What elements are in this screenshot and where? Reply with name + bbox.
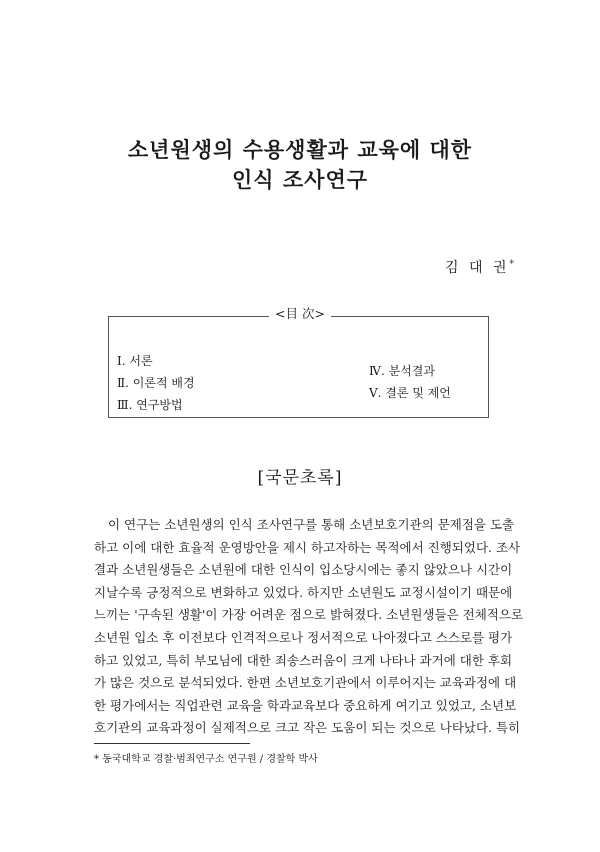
toc-item-introduction: Ⅰ. 서론 xyxy=(117,354,153,368)
paper-title-line1: 소년원생의 수용생활과 교육에 대한 xyxy=(127,137,473,162)
abstract-line: 하고 이에 대한 효율적 운영방안을 제시 하고자하는 목적에서 진행되었다. 조사 xyxy=(94,539,521,555)
author xyxy=(445,257,514,277)
abstract-line: 결과 소년원생들은 소년원에 대한 인식이 입소당시에는 좋지 않았으나 시간이 xyxy=(94,562,513,578)
abstract-line: 가 많은 것으로 분석되었다. 한편 소년보호기관에서 이루어지는 교육과정에 대 xyxy=(94,675,517,691)
abstract-heading: [국문초록] xyxy=(257,468,343,488)
footnote: * 동국대학교 경찰·범죄연구소 연구원 / 경찰학 박사 xyxy=(94,754,318,765)
toc-heading: <目 次> xyxy=(0,304,600,322)
abstract-line: 이 연구는 소년원생의 인식 조사연구를 통해 소년보호기관의 문제점을 도출 xyxy=(108,517,515,532)
abstract-line: 하고 있었고, 특히 부모님에 대한 죄송스러움이 크게 나타나 과거에 대한 후회 xyxy=(94,652,513,668)
footnote-divider xyxy=(94,743,250,744)
abstract-line: 느끼는 '구속된 생활'이 가장 어려운 점으로 밝혀졌다. 소년원생들은 전체적으로 xyxy=(94,607,524,623)
abstract-line: 지날수록 긍정적으로 변화하고 있었다. 하지만 소년원도 교정시설이기 때문에 xyxy=(94,584,513,600)
abstract-line: 소년원 입소 후 이전보다 인격적으로나 정서적으로 나아졌다고 스스로를 평가 xyxy=(94,629,513,645)
toc-item-theory: Ⅱ. 이론적 배경 xyxy=(117,376,195,390)
abstract-body xyxy=(94,514,524,740)
abstract-line: 호기관의 교육과정이 실제적으로 크고 작은 도움이 되는 것으로 나타났다. 특히 xyxy=(94,720,521,736)
author-footnote-mark: * xyxy=(509,259,514,270)
author-name: 김 대 권 xyxy=(445,260,510,276)
toc-item-results: Ⅳ. 분석결과 xyxy=(369,364,435,378)
paper-title-line2: 인식 조사연구 xyxy=(231,167,369,192)
abstract-line: 한 평가에서는 직업관련 교육을 학과교육보다 중요하게 여기고 있었고, 소년보 xyxy=(94,697,517,713)
toc-item-method: Ⅲ. 연구방법 xyxy=(117,398,183,412)
toc-item-conclusion: Ⅴ. 결론 및 제언 xyxy=(369,386,451,400)
